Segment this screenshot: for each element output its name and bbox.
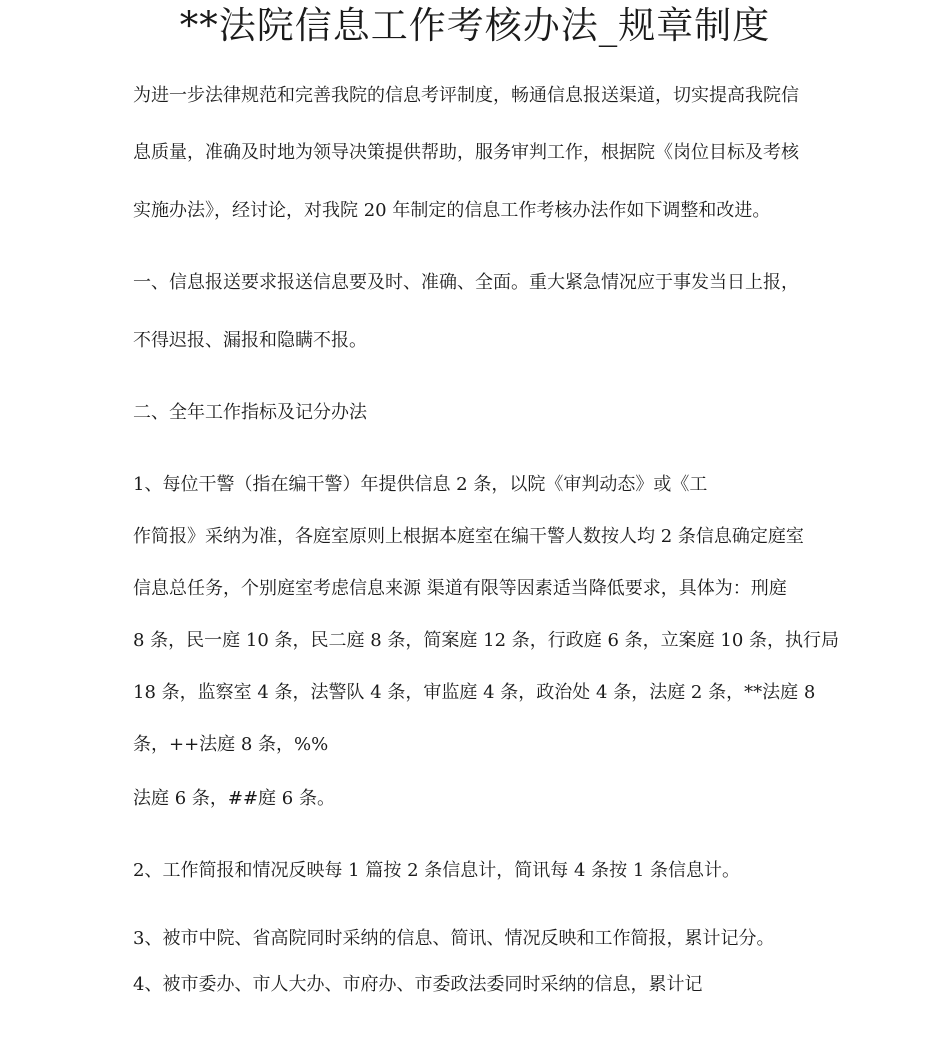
- paragraph-line: 为进一步法律规范和完善我院的信息考评制度，畅通信息报送渠道，切实提高我院信: [133, 85, 799, 106]
- section-heading-2: 二、全年工作指标及记分办法: [133, 402, 367, 423]
- document-title: **法院信息工作考核办法_规章制度: [179, 4, 771, 47]
- paragraph-line: 不得迟报、漏报和隐瞒不报。: [133, 330, 367, 351]
- paragraph-line: 法庭 6 条，##庭 6 条。: [133, 788, 335, 809]
- section-heading-1: 一、信息报送要求报送信息要及时、准确、全面。重大紧急情况应于事发当日上报，: [133, 272, 799, 293]
- list-item-3: 3、被市中院、省高院同时采纳的信息、简讯、情况反映和工作简报，累计记分。: [133, 928, 775, 949]
- list-item-2: 2、工作简报和情况反映每 1 篇按 2 条信息计，简讯每 4 条按 1 条信息计。: [133, 860, 741, 881]
- paragraph-line: 息质量，准确及时地为领导决策提供帮助，服务审判工作，根据院《岗位目标及考核: [133, 142, 799, 163]
- paragraph-line: 作简报》采纳为准，各庭室原则上根据本庭室在编干警人数按人均 2 条信息确定庭室: [133, 526, 804, 547]
- paragraph-line: 信息总任务，个别庭室考虑信息来源 渠道有限等因素适当降低要求，具体为：刑庭: [133, 578, 787, 599]
- list-item-1: 1、每位干警（指在编干警）年提供信息 2 条，以院《审判动态》或《工: [133, 474, 708, 495]
- paragraph-line: 条，++法庭 8 条，%%: [133, 734, 329, 755]
- paragraph-line: 18 条，监察室 4 条，法警队 4 条，审监庭 4 条，政治处 4 条，法庭 2 条，**法庭 8: [133, 682, 816, 703]
- list-item-4: 4、被市委办、市人大办、市府办、市委政法委同时采纳的信息，累计记: [133, 974, 703, 995]
- paragraph-line: 实施办法》，经讨论，对我院 20 年制定的信息工作考核办法作如下调整和改进。: [133, 200, 771, 221]
- paragraph-line: 8 条，民一庭 10 条，民二庭 8 条，简案庭 12 条，行政庭 6 条，立案庭 10 条，执行局: [133, 630, 840, 651]
